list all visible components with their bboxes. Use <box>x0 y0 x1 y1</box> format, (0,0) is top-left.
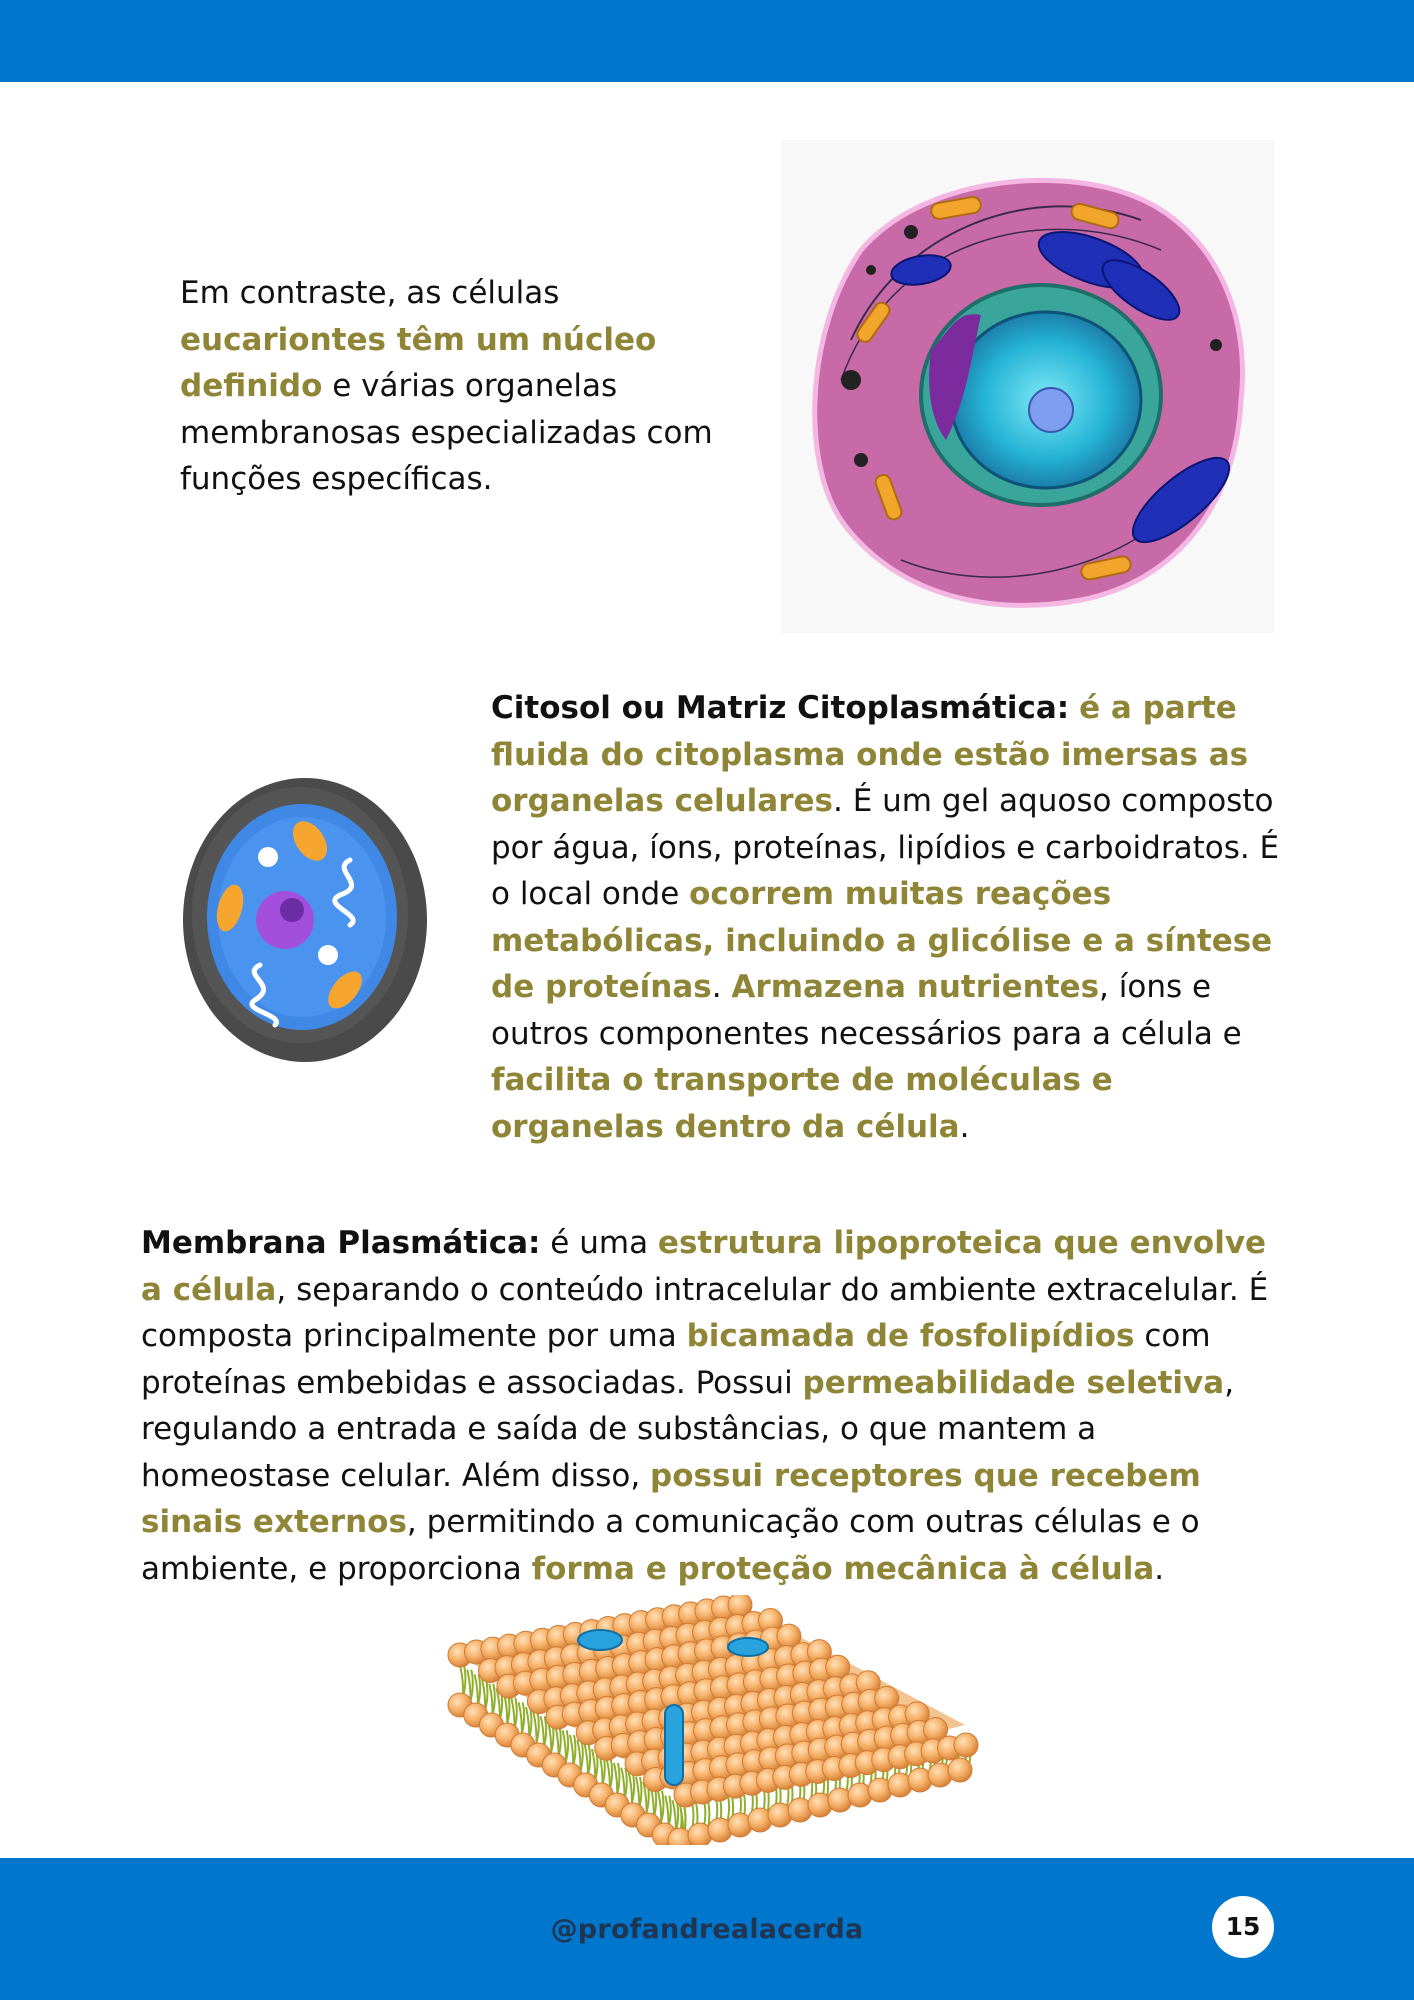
cytosol-highlight-3: Armazena nutrientes <box>731 969 1100 1005</box>
membrane-text-1: é uma <box>540 1225 658 1261</box>
membrane-text-2: , separando o conteúdo intracelular do ambiente extracelular. É composta principalmente por uma <box>141 1271 1269 1354</box>
cytosol-highlight-4: facilita o transporte de moléculas e organelas dentro da célula <box>491 1062 1113 1145</box>
cytosol-term: Citosol ou Matriz Citoplasmática: <box>491 690 1070 726</box>
membrane-text-5: , permitindo a comunicação com outras células e o ambiente, e proporciona <box>141 1504 1200 1587</box>
membrane-text-6: . <box>1154 1550 1165 1587</box>
cytosol-text-2: . <box>711 969 732 1005</box>
membrane-text-4: , regulando a entrada e saída de substâncias, o que mantem a homeostase celular. Além disso, <box>141 1364 1235 1494</box>
membrane-text-3: com proteínas embebidas e associadas. Possui <box>141 1318 1211 1401</box>
cytosol-highlight-1: é a parte fluida do citoplasma onde estão imersas as organelas celulares <box>491 690 1249 819</box>
cytosol-text-3: , íons e outros componentes necessários para a célula e <box>491 969 1242 1052</box>
cytosol-text-1: . É um gel aquoso composto por água, íons, proteínas, lipídios e carboidratos. É o local onde <box>491 783 1280 912</box>
membrane-highlight-5: forma e proteção mecânica à célula <box>531 1550 1155 1587</box>
intro-paragraph <box>180 270 740 503</box>
membrane-highlight-3: permeabilidade seletiva <box>802 1364 1225 1401</box>
intro-text-2: e várias organelas membranosas especializadas com funções específicas. <box>180 368 713 497</box>
cytosol-highlight-2: ocorrem muitas reações metabólicas, incluindo a glicólise e a síntese de proteínas <box>491 876 1273 1005</box>
spacer <box>1069 690 1079 726</box>
phospholipid-bilayer-illustration <box>440 1595 980 1849</box>
membrane-highlight-1: estrutura lipoproteica que envolve a célula <box>141 1225 1267 1308</box>
membrane-paragraph <box>141 1220 1281 1592</box>
page-number-badge: 15 <box>1212 1896 1274 1958</box>
eukaryotic-cell-illustration <box>781 140 1274 633</box>
intro-text-1: Em contraste, as células <box>180 275 560 311</box>
cytosol-text-4: . <box>959 1108 970 1145</box>
membrane-highlight-4: possui receptores que recebem sinais externos <box>141 1457 1201 1540</box>
membrane-highlight-2: bicamada de fosfolipídios <box>686 1318 1135 1354</box>
header-bar <box>0 0 1414 82</box>
author-handle: @profandrealacerda <box>550 1914 864 1945</box>
intro-highlight: eucariontes têm um núcleo definido <box>180 321 657 404</box>
cell-cartoon-icon <box>180 775 430 1069</box>
membrane-term: Membrana Plasmática: <box>141 1225 541 1261</box>
cytosol-paragraph <box>491 685 1281 1150</box>
